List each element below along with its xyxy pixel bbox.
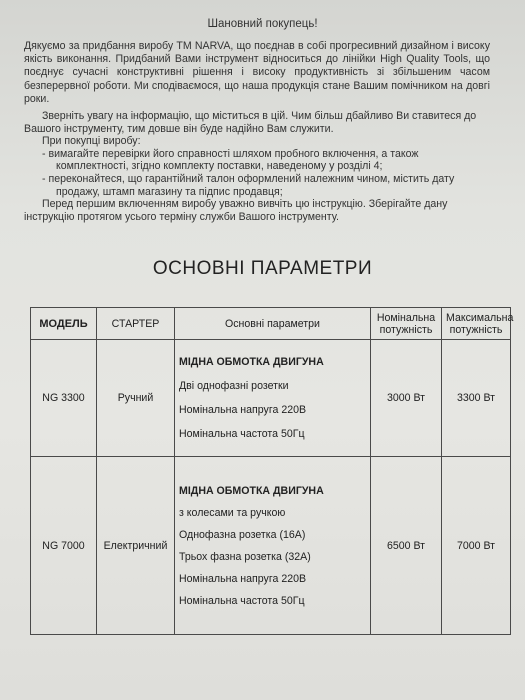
attention-paragraph: Зверніть увагу на інформацію, що міститься в цій. Чим більш дбайливо Ви ставитеся до Вашого інструменту, тим довше він буде надійно Вам служити. bbox=[24, 110, 477, 135]
parameters-table bbox=[30, 307, 514, 635]
param-line: Номінальна частота 50Гц bbox=[179, 594, 305, 607]
starter-cell: Електричний bbox=[97, 457, 175, 635]
bullet-check-line-2: комплектності, згідно комплекту поставки, наведеному у розділі 4; bbox=[56, 160, 383, 173]
section-title: ОСНОВНІ ПАРАМЕТРИ bbox=[152, 258, 373, 279]
bullet-warranty-line-2: продажу, штамп магазину та підпис продавця; bbox=[56, 185, 283, 198]
params-cell bbox=[175, 340, 371, 457]
params-cell bbox=[175, 457, 371, 635]
header-max-b: потужність bbox=[449, 323, 503, 336]
param-line: МІДНА ОБМОТКА ДВИГУНА bbox=[179, 356, 324, 368]
instruction-paragraph: Перед першим включенням виробу уважно вивчіть цю інструкцію. Зберігайте дану інструкцію протягом усього терміну служби Вашого інструменту. bbox=[24, 198, 448, 223]
nominal-power-cell: 6500 Вт bbox=[371, 457, 442, 635]
param-line: Однофазна розетка (16А) bbox=[179, 528, 306, 541]
max-power-cell: 3300 Вт bbox=[442, 340, 511, 457]
header-params: Основні параметри bbox=[175, 308, 371, 340]
max-power-cell: 7000 Вт bbox=[442, 457, 511, 635]
header-model: МОДЕЛЬ bbox=[31, 308, 97, 340]
param-line: Номінальна напруга 220В bbox=[179, 404, 307, 416]
attention-section bbox=[24, 110, 494, 223]
param-line: Номінальна частота 50Гц bbox=[179, 428, 305, 440]
nominal-power-cell: 3000 Вт bbox=[371, 340, 442, 457]
param-line: МІДНА ОБМОТКА ДВИГУНА bbox=[179, 484, 324, 497]
model-cell: NG 3300 bbox=[31, 340, 97, 457]
param-line: з колесами та ручкою bbox=[179, 506, 286, 519]
header-starter: СТАРТЕР bbox=[97, 308, 175, 340]
intro-paragraph: Дякуємо за придбання виробу ТМ NARVA, що поєднав в собі прогресивний дизайном і високу якість виконання. Придбаний Вами інструмент відноситься до лінійки High Quality Tools, що поєднує сучасні конструктивні рішення і високу продуктивність зі збільшеним часом безперервної роботи. Ми сподіваємося, що наша продукція стане Вашим помічником на довгі роки. bbox=[24, 40, 490, 105]
bullet-warranty-line-1: - переконайтеся, що гарантійний талон оформлений належним чином, містить дату bbox=[42, 172, 455, 185]
table-header-row bbox=[31, 308, 511, 340]
header-max-a: Максимальна bbox=[446, 311, 514, 324]
header-max-power bbox=[442, 308, 514, 340]
greeting-heading: Шановний покупець! bbox=[207, 18, 318, 30]
header-nominal-b: потужність bbox=[379, 323, 433, 336]
param-line: Дві однофазні розетки bbox=[179, 380, 289, 392]
starter-cell: Ручний bbox=[97, 340, 175, 457]
purchase-heading: При покупці виробу: bbox=[42, 135, 141, 148]
model-cell: NG 7000 bbox=[31, 457, 97, 635]
table-row bbox=[31, 340, 511, 457]
bullet-check-line-1: - вимагайте перевірки його справності шляхом пробного включення, а також bbox=[42, 147, 419, 160]
param-line: Трьох фазна розетка (32А) bbox=[179, 550, 311, 563]
header-nominal-a: Номінальна bbox=[376, 311, 436, 324]
header-nominal-power bbox=[371, 308, 442, 340]
table-row bbox=[31, 457, 511, 635]
param-line: Номінальна напруга 220В bbox=[179, 572, 307, 585]
